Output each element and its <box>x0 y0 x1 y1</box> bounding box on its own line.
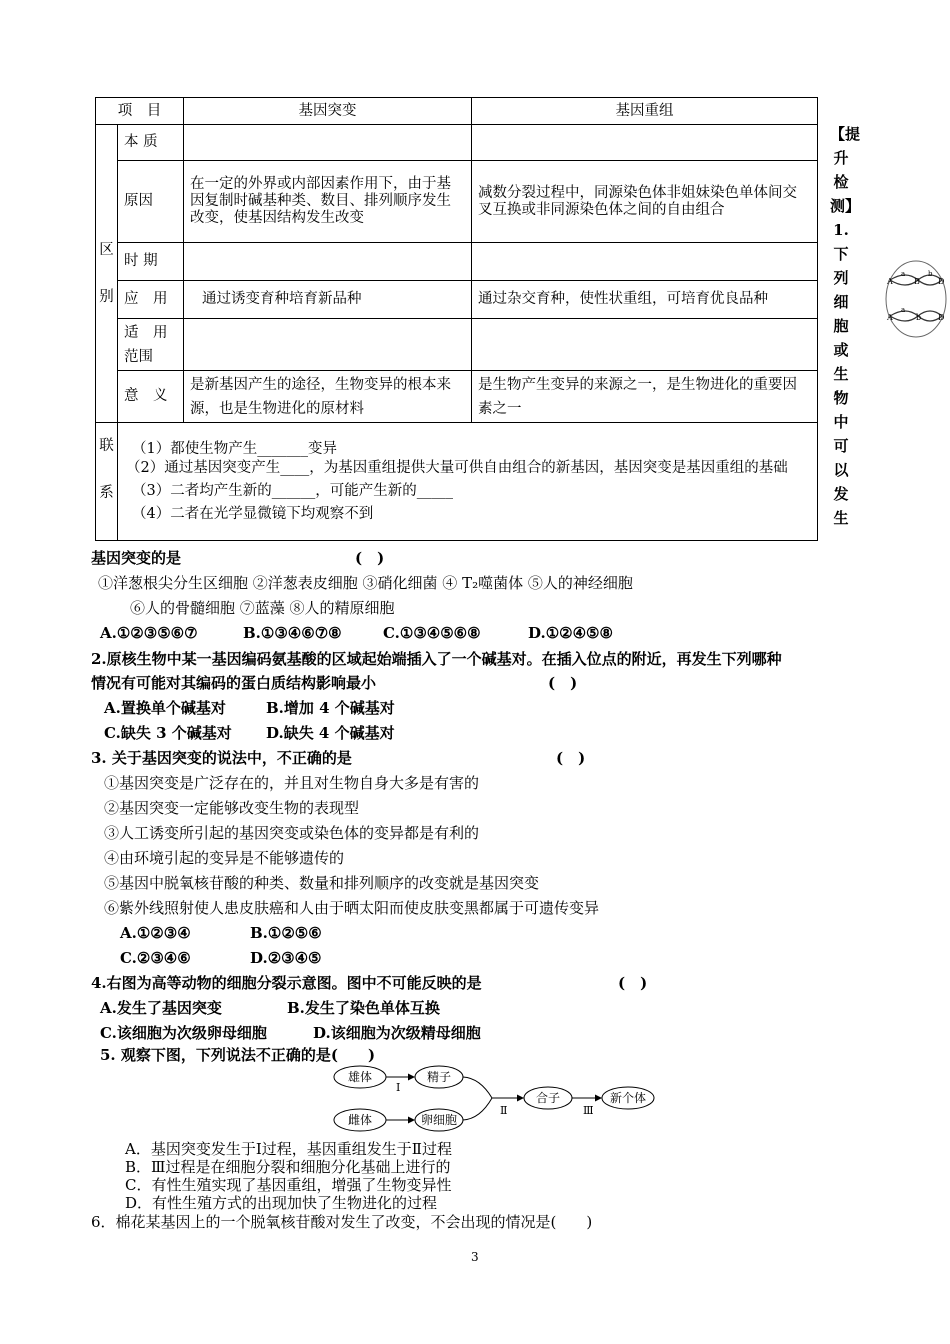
q2-choice-d: D.缺失 4 个碱基对 <box>266 724 395 742</box>
q3-statement: ④由环境引起的变异是不能够遗传的 <box>104 849 345 867</box>
q4-choice-d: D.该细胞为次级精母细胞 <box>313 1024 481 1042</box>
mutation-cell: 在一定的外界或内部因素作用下，由于基因复制时碱基种类、数目、排列顺序发生改变，使基因结构发生改变 <box>184 161 472 243</box>
relation-item: （3）二者均产生新的______，可能产生新的_____ <box>132 482 453 499</box>
side-column-text: 【提 升 检 测】 1. 下 列 细 胞 或 生 物 中 可 以 发 生 <box>830 125 861 527</box>
mutation-cell: 是新基因产生的途径，生物变异的根本来源，也是生物进化的原材料 <box>184 371 472 423</box>
gene-label: A <box>887 277 893 286</box>
q4-choice-b: B.发生了染色单体互换 <box>287 999 440 1017</box>
gene-label: A <box>887 313 893 322</box>
row-label: 本 质 <box>118 125 184 161</box>
q1-choice-a: A.①②③⑤⑥⑦ <box>100 624 198 642</box>
gene-label: b <box>928 270 933 278</box>
flow-node-sperm: 精子 <box>426 1070 452 1084</box>
q1-continuation: 基因突变的是 <box>91 549 182 567</box>
row-label: 适 用范围 <box>118 319 184 371</box>
recomb-cell <box>472 243 818 281</box>
cell-division-figure <box>884 258 948 340</box>
q4-choice-c: C.该细胞为次级卵母细胞 <box>100 1024 267 1042</box>
recomb-cell <box>472 125 818 161</box>
q2-answer-paren: ( ) <box>548 674 578 692</box>
header-mutation: 基因突变 <box>184 98 472 125</box>
row-label: 应 用 <box>118 281 184 319</box>
table-row <box>96 371 818 423</box>
q1-choice-b: B.①③④⑥⑦⑧ <box>243 624 342 642</box>
q5-choice-c: C．有性生殖实现了基因重组，增强了生物变异性 <box>125 1176 452 1194</box>
recomb-cell: 是生物产生变异的来源之一，是生物进化的重要因素之一 <box>472 371 818 423</box>
mutation-cell <box>184 125 472 161</box>
table-row <box>96 125 818 161</box>
table-header-row <box>96 98 818 125</box>
recomb-cell: 减数分裂过程中，同源染色体非姐妹染色单体间交叉互换或非同源染色体之间的自由组合 <box>472 161 818 243</box>
q2-choice-b: B.增加 4 个碱基对 <box>266 699 395 717</box>
q3-choice-c: C.②③④⑥ <box>120 949 191 967</box>
relation-item: （4）二者在光学显微镜下均观察不到 <box>132 505 374 522</box>
header-item: 项 目 <box>96 98 184 125</box>
gene-label: b <box>916 313 922 322</box>
flow-node-female: 雌体 <box>347 1113 373 1127</box>
q3-choice-a: A.①②③④ <box>120 924 191 942</box>
q1-answer-paren: ( ) <box>355 549 385 567</box>
table-row <box>96 243 818 281</box>
q5-stem: 5. 观察下图，下列说法不正确的是( ) <box>100 1046 376 1064</box>
row-label: 时 期 <box>118 243 184 281</box>
gene-label: a <box>901 306 906 314</box>
flow-node-egg: 卵细胞 <box>420 1113 458 1127</box>
page-number: 3 <box>471 1250 479 1264</box>
flow-stage-2: Ⅱ <box>500 1104 508 1117</box>
q2-choice-c: C.缺失 3 个碱基对 <box>104 724 232 742</box>
gene-label: a <box>901 270 906 278</box>
q5-choice-d: D．有性生殖方式的出现加快了生物进化的过程 <box>125 1194 438 1212</box>
q2-choice-a: A.置换单个碱基对 <box>104 699 226 717</box>
table-row <box>96 319 818 371</box>
q3-choice-b: B.①②⑤⑥ <box>250 924 322 942</box>
recomb-cell <box>472 319 818 371</box>
q3-statement: ③人工诱变所引起的基因突变或染色体的变异都是有利的 <box>104 824 480 842</box>
q1-options-line1: ①洋葱根尖分生区细胞 ②洋葱表皮细胞 ③硝化细菌 ④ T₂噬菌体 ⑤人的神经细胞 <box>98 574 633 592</box>
q1-choice-d: D.①②④⑤⑧ <box>528 624 613 642</box>
table-row-links <box>96 423 818 541</box>
relation-cell <box>118 423 818 541</box>
header-recombination: 基因重组 <box>472 98 818 125</box>
row-label: 意 义 <box>118 371 184 423</box>
q3-statement: ①基因突变是广泛存在的，并且对生物自身大多是有害的 <box>104 774 480 792</box>
side-label-relation: 联 系 <box>96 423 118 541</box>
q2-stem-line1: 2.原核生物中某一基因编码氨基酸的区域起始端插入了一个碱基对。在插入位点的附近，再发生下列哪种 <box>91 650 782 668</box>
q3-answer-paren: ( ) <box>556 749 586 767</box>
table-row <box>96 161 818 243</box>
q1-choice-c: C.①③④⑤⑥⑧ <box>383 624 481 642</box>
q2-stem-line2: 情况有可能对其编码的蛋白质结构影响最小 <box>91 674 377 692</box>
q3-choice-d: D.②③④⑤ <box>250 949 322 967</box>
mutation-cell: 通过诱变育种培育新品种 <box>184 281 472 319</box>
q1-options-line2: ⑥人的骨髓细胞 ⑦蓝藻 ⑧人的精原细胞 <box>130 599 395 617</box>
flow-node-new-individual: 新个体 <box>609 1091 647 1105</box>
q3-statement: ⑥紫外线照射使人患皮肤癌和人由于晒太阳而使皮肤变黑都属于可遗传变异 <box>104 899 600 917</box>
q3-statement: ②基因突变一定能够改变生物的表现型 <box>104 799 360 817</box>
mutation-cell <box>184 319 472 371</box>
q3-statement: ⑤基因中脱氧核苷酸的种类、数量和排列顺序的改变就是基因突变 <box>104 874 540 892</box>
q4-answer-paren: ( ) <box>618 974 648 992</box>
q5-choice-a: A．基因突变发生于Ⅰ过程，基因重组发生于Ⅱ过程 <box>125 1140 452 1158</box>
row-label: 原因 <box>118 161 184 243</box>
flow-node-male: 雄体 <box>347 1070 373 1084</box>
reproduction-flow-diagram <box>330 1064 660 1136</box>
flow-stage-3: Ⅲ <box>583 1104 594 1117</box>
side-label-difference: 区 别 <box>96 125 118 423</box>
q3-stem: 3. 关于基因突变的说法中，不正确的是 <box>91 749 352 767</box>
table-row <box>96 281 818 319</box>
q4-stem: 4.右图为高等动物的细胞分裂示意图。图中不可能反映的是 <box>91 974 482 992</box>
q6-stem: 6．棉花某基因上的一个脱氧核苷酸对发生了改变，不会出现的情况是( ) <box>91 1213 593 1231</box>
gene-label: D <box>938 313 945 322</box>
recomb-cell: 通过杂交育种，使性状重组，可培育优良品种 <box>472 281 818 319</box>
flow-node-zygote: 合子 <box>535 1091 561 1105</box>
gene-label: B <box>914 277 920 286</box>
gene-label: D <box>938 277 945 286</box>
relation-item: （1）都使生物产生_______变异 <box>132 440 337 457</box>
mutation-cell <box>184 243 472 281</box>
q5-choice-b: B．Ⅲ过程是在细胞分裂和细胞分化基础上进行的 <box>125 1158 451 1176</box>
q4-choice-a: A.发生了基因突变 <box>100 999 222 1017</box>
comparison-table <box>95 97 818 541</box>
flow-stage-1: Ⅰ <box>396 1081 401 1094</box>
relation-item: （2）通过基因突变产生____，为基因重组提供大量可供自由组合的新基因，基因突变是基因重组的基础 <box>126 459 788 476</box>
